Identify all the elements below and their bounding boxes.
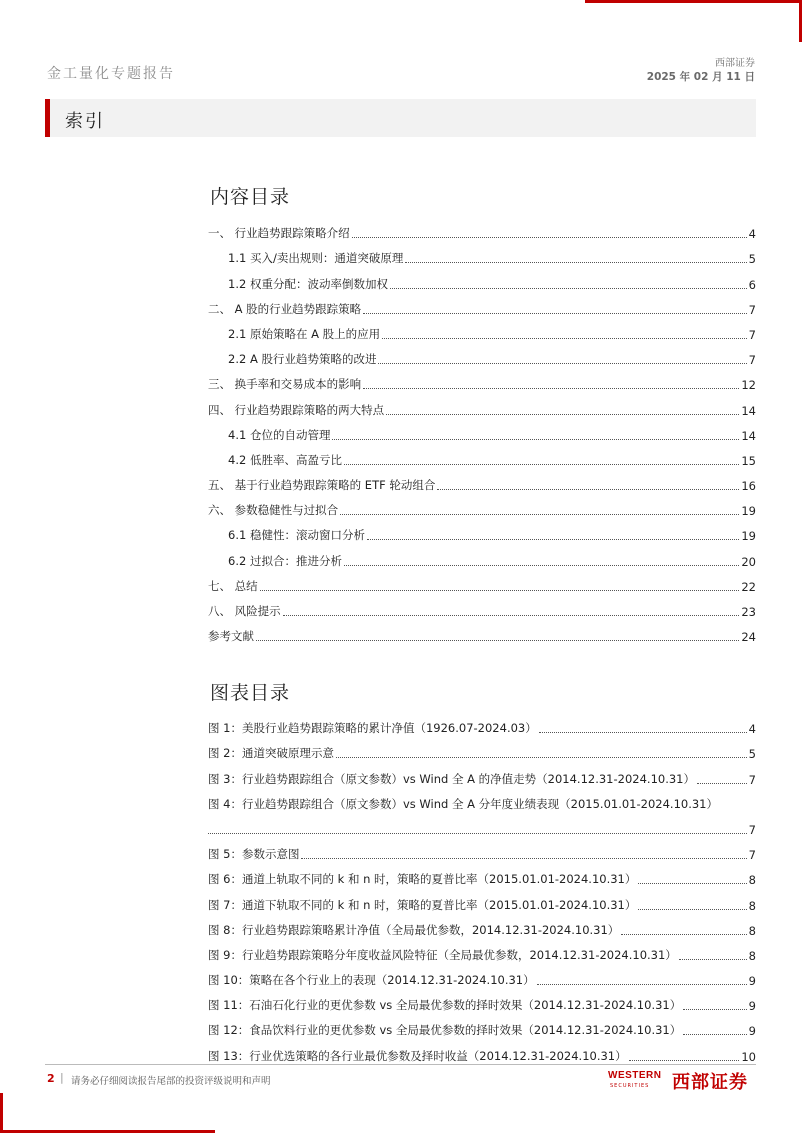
figures-title: 图表目录 <box>210 682 291 704</box>
toc-page: 19 <box>741 504 756 519</box>
leader-dots <box>382 338 747 339</box>
figure-entry-continuation[interactable] <box>208 812 756 837</box>
leader-dots <box>683 1009 746 1010</box>
section-accent <box>45 99 50 137</box>
leader-dots <box>256 640 739 641</box>
toc-label: 六、 参数稳健性与过拟合 <box>208 503 339 518</box>
leader-dots <box>629 1060 740 1061</box>
toc-label: 6.2 过拟合：推进分析 <box>228 553 342 568</box>
toc-label: 四、 行业趋势跟踪策略的两大特点 <box>208 402 385 417</box>
header-date: 2025 年 02 月 11 日 <box>646 71 755 83</box>
toc-page: 7 <box>748 327 756 342</box>
figures-list <box>208 711 756 1064</box>
toc-page: 22 <box>741 579 756 594</box>
leader-dots <box>537 984 747 985</box>
figure-page: 7 <box>748 772 756 787</box>
toc-label: 1.2 权重分配：波动率倒数加权 <box>228 276 388 291</box>
toc-entry[interactable] <box>208 518 756 543</box>
leader-dots <box>437 489 739 490</box>
figure-label: 图 3：行业趋势跟踪组合（原文参数）vs Wind 全 A 的净值走势（2014.12.31-2024.10.31） <box>208 771 695 786</box>
figure-page: 7 <box>748 848 756 863</box>
toc-page: 15 <box>741 453 756 468</box>
figure-page: 8 <box>748 948 756 963</box>
leader-dots <box>344 565 739 566</box>
toc-label: 七、 总结 <box>208 578 258 593</box>
figure-entry[interactable] <box>208 887 756 912</box>
figure-page: 9 <box>748 999 756 1014</box>
bottom-decor-corner <box>0 1093 3 1133</box>
toc-label: 三、 换手率和交易成本的影响 <box>208 377 362 392</box>
toc-entry[interactable] <box>208 594 756 619</box>
footer-disclaimer: 请务必仔细阅读报告尾部的投资评级说明和声明 <box>71 1076 271 1087</box>
figure-page: 8 <box>748 923 756 938</box>
leader-dots <box>621 934 746 935</box>
leader-dots <box>679 959 747 960</box>
header-right <box>647 57 755 85</box>
figure-label: 图 13：行业优选策略的各行业最优参数及择时收益（2014.12.31-2024.10.31） <box>208 1048 627 1063</box>
toc-entry[interactable] <box>208 543 756 568</box>
leader-dots <box>208 833 747 834</box>
toc-entry[interactable] <box>208 367 756 392</box>
figure-page: 10 <box>741 1049 756 1064</box>
report-type: 金工量化专题报告 <box>47 66 175 82</box>
leader-dots <box>367 539 739 540</box>
toc-entry[interactable] <box>208 392 756 417</box>
toc-entry[interactable] <box>208 216 756 241</box>
figure-page: 5 <box>748 747 756 762</box>
toc-label: 五、 基于行业趋势跟踪策略的 ETF 轮动组合 <box>208 478 436 493</box>
leader-dots <box>638 883 746 884</box>
leader-dots <box>638 909 746 910</box>
toc-label: 4.1 仓位的自动管理 <box>228 427 331 442</box>
figure-entry[interactable] <box>208 1013 756 1038</box>
top-decor-line <box>585 0 802 3</box>
section-bar <box>45 99 756 137</box>
leader-dots <box>683 1034 746 1035</box>
toc-page: 19 <box>741 529 756 544</box>
figure-page: 9 <box>748 1024 756 1039</box>
figure-entry[interactable] <box>208 963 756 988</box>
figure-entry[interactable] <box>208 1038 756 1063</box>
figure-label: 图 10：策略在各个行业上的表现（2014.12.31-2024.10.31） <box>208 973 535 988</box>
figure-entry[interactable] <box>208 711 756 736</box>
toc-entry[interactable] <box>208 342 756 367</box>
toc-label: 4.2 低胜率、高盈亏比 <box>228 452 342 467</box>
figure-label: 图 1：美股行业趋势跟踪策略的累计净值（1926.07-2024.03） <box>208 721 537 736</box>
figure-label: 图 7：通道下轨取不同的 k 和 n 时，策略的夏普比率（2015.01.01-2024.10.31） <box>208 897 637 912</box>
toc-label: 二、 A 股的行业趋势跟踪策略 <box>208 301 362 316</box>
toc-list <box>208 216 756 644</box>
toc-page: 20 <box>741 554 756 569</box>
toc-label: 2.2 A 股行业趋势策略的改进 <box>228 352 377 367</box>
figure-entry[interactable] <box>208 761 756 786</box>
toc-page: 14 <box>741 403 756 418</box>
toc-label: 八、 风险提示 <box>208 604 281 618</box>
figure-entry[interactable] <box>208 837 756 862</box>
toc-entry[interactable] <box>208 292 756 317</box>
toc-entry[interactable] <box>208 418 756 443</box>
toc-page: 7 <box>748 353 756 368</box>
toc-title: 内容目录 <box>210 186 291 208</box>
figure-entry[interactable] <box>208 938 756 963</box>
figure-entry[interactable] <box>208 862 756 887</box>
leader-dots <box>386 414 739 415</box>
toc-page: 14 <box>741 428 756 443</box>
toc-entry[interactable] <box>208 468 756 493</box>
leader-dots <box>378 363 746 364</box>
figure-label: 图 8：行业趋势跟踪策略累计净值（全局最优参数，2014.12.31-2024.10.31） <box>208 922 620 937</box>
toc-label: 参考文献 <box>208 629 254 644</box>
leader-dots <box>301 858 746 859</box>
toc-entry[interactable] <box>208 569 756 594</box>
toc-page: 6 <box>748 277 756 292</box>
toc-page: 4 <box>748 227 756 242</box>
header-firm: 西部证券 <box>715 58 755 69</box>
leader-dots <box>697 783 747 784</box>
figure-label: 图 11：石油石化行业的更优参数 vs 全局最优参数的择时效果（2014.12.31-2024.10.31） <box>208 998 682 1013</box>
toc-page: 16 <box>741 479 756 494</box>
figure-label: 图 9：行业趋势跟踪策略分年度收益风险特征（全局最优参数，2014.12.31-2024.10.31） <box>208 947 677 962</box>
figure-page: 8 <box>748 873 756 888</box>
leader-dots <box>260 590 740 591</box>
toc-label: 一、 行业趋势跟踪策略介绍 <box>208 226 350 241</box>
figure-entry[interactable] <box>208 736 756 761</box>
figure-page: 9 <box>748 974 756 989</box>
leader-dots <box>539 732 747 733</box>
toc-label: 6.1 稳健性：滚动窗口分析 <box>228 528 365 543</box>
figure-page: 8 <box>748 898 756 913</box>
leader-dots <box>390 288 747 289</box>
leader-dots <box>363 313 746 314</box>
figure-page: 4 <box>748 722 756 737</box>
toc-entry[interactable] <box>208 493 756 518</box>
leader-dots <box>405 262 746 263</box>
logo-chinese: 西部证券 <box>672 1072 748 1093</box>
toc-label: 2.1 原始策略在 A 股上的应用 <box>228 326 381 341</box>
leader-dots <box>340 514 739 515</box>
toc-page: 24 <box>741 630 756 645</box>
figure-entry[interactable] <box>208 988 756 1013</box>
toc-entry[interactable] <box>208 241 756 266</box>
section-title: 索引 <box>65 111 105 132</box>
figure-label: 图 2：通道突破原理示意 <box>208 746 334 761</box>
leader-dots <box>352 237 747 238</box>
company-logo <box>608 1066 758 1094</box>
page-number: 2 <box>47 1072 55 1085</box>
leader-dots <box>283 615 740 616</box>
figure-label: 图 5：参数示意图 <box>208 847 300 862</box>
toc-entry[interactable] <box>208 266 756 291</box>
footer-separator: | <box>60 1071 64 1084</box>
toc-page: 5 <box>748 252 756 267</box>
figure-label: 图 12：食品饮料行业的更优参数 vs 全局最优参数的择时效果（2014.12.31-2024.10.31） <box>208 1023 682 1038</box>
figure-entry[interactable] <box>208 787 756 812</box>
toc-entry[interactable] <box>208 317 756 342</box>
toc-page: 12 <box>741 378 756 393</box>
leader-dots <box>344 464 739 465</box>
footer-divider <box>45 1064 756 1065</box>
toc-entry[interactable] <box>208 619 756 644</box>
leader-dots <box>363 388 739 389</box>
toc-page: 7 <box>748 302 756 317</box>
toc-label: 1.1 买入/卖出规则：通道突破原理 <box>228 251 404 266</box>
logo-english-sub: SECURITIES <box>610 1083 650 1089</box>
toc-page: 23 <box>741 605 756 619</box>
figure-label: 图 4：行业趋势跟踪组合（原文参数）vs Wind 全 A 分年度业绩表现（2015.01.01-2024.10.31） <box>208 796 718 811</box>
figure-page: 7 <box>748 822 756 837</box>
leader-dots <box>336 757 747 758</box>
toc-entry[interactable] <box>208 443 756 468</box>
leader-dots <box>332 439 739 440</box>
figure-label: 图 6：通道上轨取不同的 k 和 n 时，策略的夏普比率（2015.01.01-2024.10.31） <box>208 872 637 887</box>
logo-english: WESTERN <box>608 1070 662 1081</box>
figure-entry[interactable] <box>208 913 756 938</box>
